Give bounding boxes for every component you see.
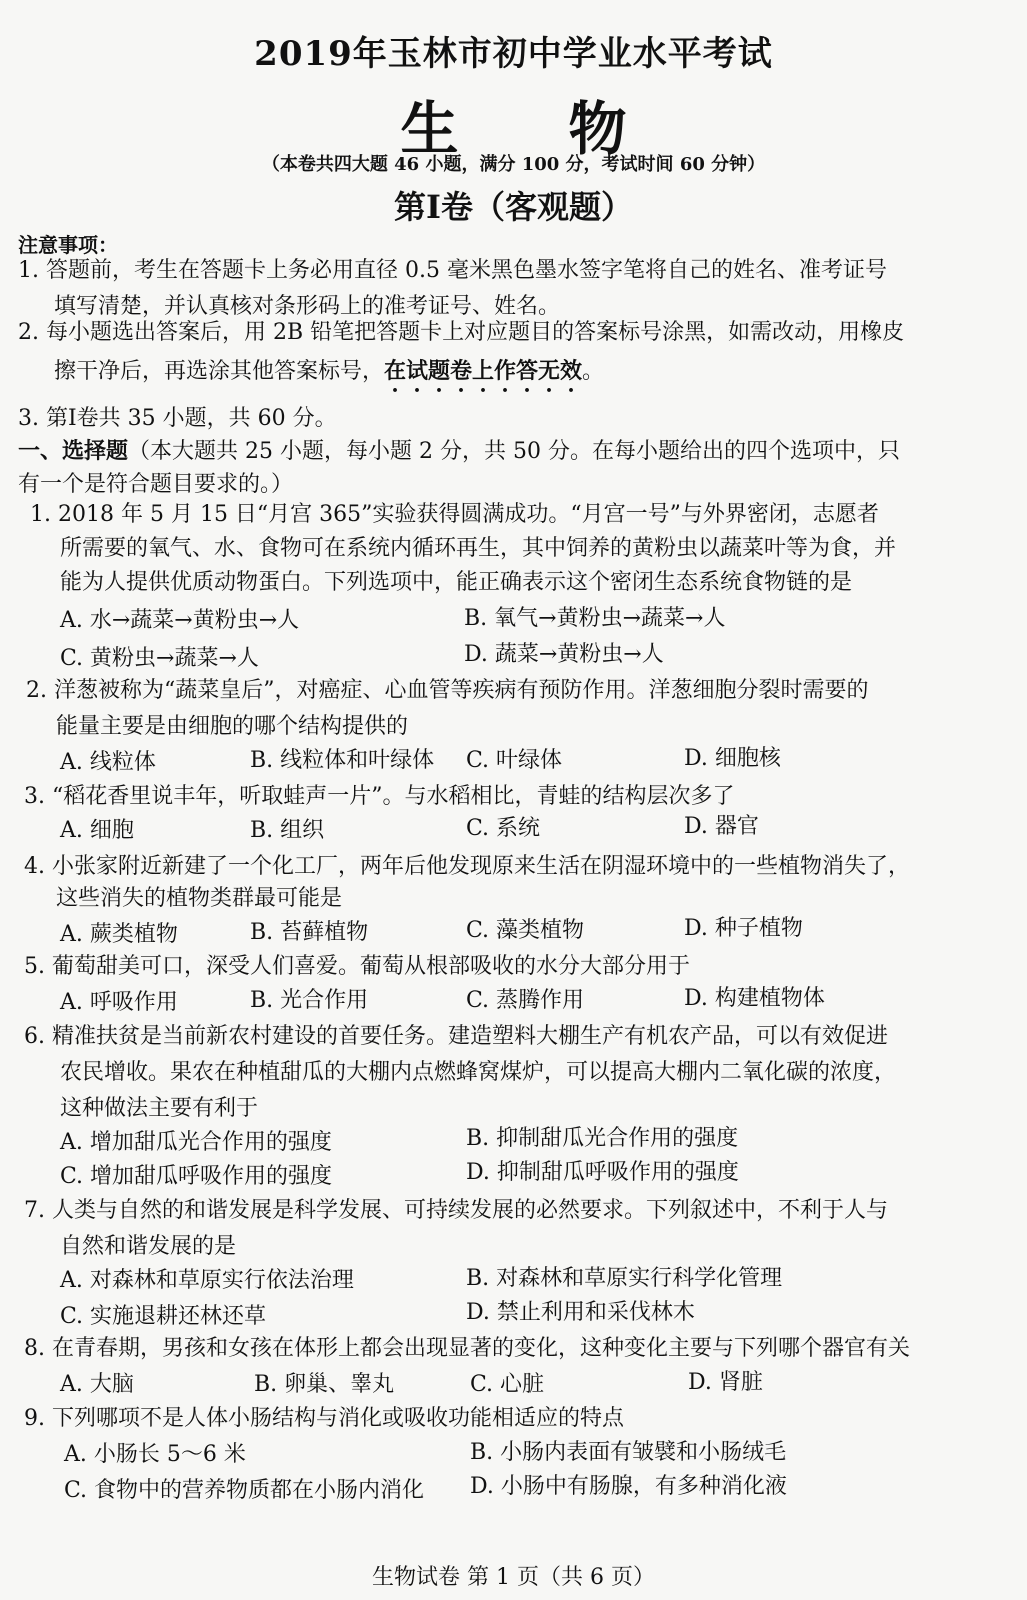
q3-option-a: A. 细胞 [60, 818, 134, 843]
q7-option-a: A. 对森林和草原实行依法治理 [60, 1268, 354, 1293]
q6-option-b: B. 抑制甜瓜光合作用的强度 [466, 1126, 739, 1151]
part1-desc-cont: 有一个是符合题目要求的。） [18, 472, 294, 497]
q2-option-d: D. 细胞核 [684, 746, 781, 771]
q9-option-b: B. 小肠内表面有皱襞和小肠绒毛 [470, 1440, 787, 1465]
q8-option-c: C. 心脏 [470, 1372, 545, 1397]
q7-option-d: D. 禁止利用和采伐林木 [466, 1300, 695, 1325]
q3-option-c: C. 系统 [466, 816, 541, 841]
exam-info: （本卷共四大题 46 小题，满分 100 分，考试时间 60 分钟） [261, 154, 766, 175]
part1-label: 一、选择题 [18, 438, 129, 464]
q4-stem-2: 这些消失的植物类群最可能是 [56, 886, 343, 911]
part1-heading [18, 436, 900, 467]
q4-stem-1: 4. 小张家附近新建了一个化工厂，两年后他发现原来生活在阴湿环境中的一些植物消失了， [24, 854, 910, 879]
q2-stem-1: 2. 洋葱被称为“蔬菜皇后”，对癌症、心血管等疾病有预防作用。洋葱细胞分裂时需要的 [26, 678, 869, 703]
q5-option-b: B. 光合作用 [250, 988, 369, 1013]
q6-stem-2: 农民增收。果农在种植甜瓜的大棚内点燃蜂窝煤炉，可以提高大棚内二氧化碳的浓度， [60, 1060, 897, 1085]
q6-stem-1: 6. 精准扶贫是当前新农村建设的首要任务。建造塑料大棚生产有机农产品，可以有效促进 [24, 1024, 888, 1049]
q3-option-d: D. 器官 [684, 814, 759, 839]
section-title: 第Ⅰ卷（客观题） [394, 188, 633, 226]
q1-option-d: D. 蔬菜→黄粉虫→人 [464, 642, 664, 667]
q6-option-c: C. 增加甜瓜呼吸作用的强度 [60, 1164, 333, 1189]
q2-stem-2: 能量主要是由细胞的哪个结构提供的 [56, 714, 409, 739]
q9-option-d: D. 小肠中有肠腺，有多种消化液 [470, 1474, 787, 1499]
q5-option-a: A. 呼吸作用 [60, 990, 178, 1015]
q4-option-c: C. 藻类植物 [466, 918, 585, 943]
note-2-text: 擦干净后，再选涂其他答案标号， [54, 359, 385, 384]
q4-option-b: B. 苔藓植物 [250, 920, 369, 945]
q6-stem-3: 这种做法主要有利于 [60, 1096, 259, 1121]
q4-option-a: A. 蕨类植物 [60, 922, 178, 947]
note-1-line-2: 填写清楚，并认真核对条形码上的准考证号、姓名。 [54, 294, 561, 319]
q8-option-b: B. 卵巢、睾丸 [254, 1372, 395, 1397]
q3-stem-1: 3. “稻花香里说丰年，听取蛙声一片”。与水稻相比，青蛙的结构层次多了 [24, 784, 735, 809]
note-2-line-1: 2. 每小题选出答案后，用 2B 铅笔把答题卡上对应题目的答案标号涂黑，如需改动，用橡皮 [18, 320, 905, 345]
q1-stem-2: 所需要的氧气、水、食物可在系统内循环再生，其中饲养的黄粉虫以蔬菜叶等为食，并 [60, 536, 897, 561]
q6-option-a: A. 增加甜瓜光合作用的强度 [60, 1130, 332, 1155]
page-footer: 生物试卷 第 1 页（共 6 页） [372, 1565, 655, 1590]
q1-option-b: B. 氧气→黄粉虫→蔬菜→人 [464, 606, 726, 631]
q5-option-c: C. 蒸腾作用 [466, 988, 585, 1013]
q6-option-d: D. 抑制甜瓜呼吸作用的强度 [466, 1160, 739, 1185]
q5-stem-1: 5. 葡萄甜美可口，深受人们喜爱。葡萄从根部吸收的水分大部分用于 [24, 954, 690, 979]
exam-title: 2019年玉林市初中学业水平考试 [254, 34, 773, 74]
q2-option-b: B. 线粒体和叶绿体 [250, 748, 435, 773]
q2-option-c: C. 叶绿体 [466, 748, 563, 773]
note-2-end: 。 [582, 359, 605, 384]
q1-stem-1: 1. 2018 年 5 月 15 日“月宫 365”实验获得圆满成功。“月宫一号”与外界密闭，志愿者 [30, 502, 879, 527]
q1-stem-3: 能为人提供优质动物蛋白。下列选项中，能正确表示这个密闭生态系统食物链的是 [60, 570, 853, 595]
q4-option-d: D. 种子植物 [684, 916, 803, 941]
q1-option-a: A. 水→蔬菜→黄粉虫→人 [60, 608, 300, 633]
q8-stem-1: 8. 在青春期，男孩和女孩在体形上都会出现显著的变化，这种变化主要与下列哪个器官有关 [24, 1336, 910, 1361]
note-1-line-1: 1. 答题前，考生在答题卡上务必用直径 0.5 毫米黑色墨水签字笔将自己的姓名、准考证号 [18, 258, 887, 283]
part1-desc: （本大题共 25 小题，每小题 2 分，共 50 分。在每小题给出的四个选项中，只 [128, 439, 900, 464]
q9-stem-1: 9. 下列哪项不是人体小肠结构与消化或吸收功能相适应的特点 [24, 1406, 624, 1431]
notes-heading: 注意事项： [18, 233, 118, 257]
q7-option-c: C. 实施退耕还林还草 [60, 1304, 267, 1329]
q8-option-a: A. 大脑 [60, 1372, 134, 1397]
q8-option-d: D. 肾脏 [688, 1370, 763, 1395]
q9-option-c: C. 食物中的营养物质都在小肠内消化 [64, 1478, 425, 1503]
note-2-line-2 [54, 356, 604, 397]
q5-option-d: D. 构建植物体 [684, 986, 825, 1011]
note-3: 3. 第Ⅰ卷共 35 小题，共 60 分。 [18, 406, 337, 431]
q2-option-a: A. 线粒体 [60, 750, 156, 775]
q3-option-b: B. 组织 [250, 818, 325, 843]
q7-stem-2: 自然和谐发展的是 [60, 1234, 237, 1259]
q1-option-c: C. 黄粉虫→蔬菜→人 [60, 646, 259, 671]
q7-stem-1: 7. 人类与自然的和谐发展是科学发展、可持续发展的必然要求。下列叙述中，不利于人与 [24, 1198, 888, 1223]
q7-option-b: B. 对森林和草原实行科学化管理 [466, 1266, 783, 1291]
q9-option-a: A. 小肠长 5～6 米 [64, 1442, 246, 1467]
note-2-emphasis: 在试题卷上作答无效 [384, 358, 583, 384]
subject-title: 生物 [400, 95, 737, 163]
